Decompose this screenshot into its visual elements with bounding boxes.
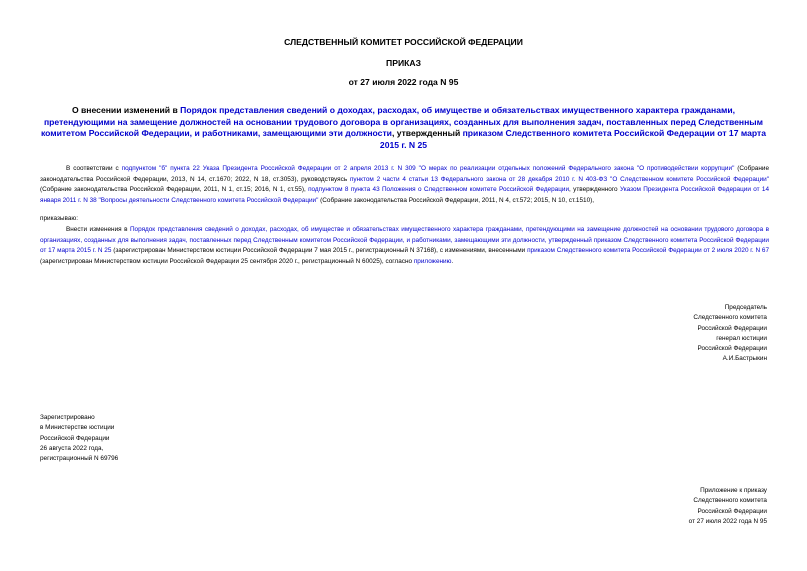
signature-block [693,303,767,365]
link-decree-309[interactable]: подпунктом "б" пункта 22 Указа Президента Российской Федерации от 2 апреля 2013 г. N 309 "О мерах по реализации отдельных положений Федерального закона "О противодействии коррупции" [121,165,735,172]
registration-line: 26 августа 2022 года, [40,444,104,452]
signature-line: Председатель [724,304,767,311]
appendix-line: Приложение к приказу [700,487,767,494]
preamble-text-4: , утвержденного [569,186,620,193]
title-prefix: О внесении изменений в [71,105,181,115]
title-middle: , утвержденный [391,128,463,138]
signature-name: А.И.Бастрыкин [722,355,767,363]
organization-heading: СЛЕДСТВЕННЫЙ КОМИТЕТ РОССИЙСКОЙ ФЕДЕРАЦИИ [284,37,523,47]
registration-line: Зарегистрировано [40,414,95,421]
appendix-line: Российской Федерации [697,507,767,515]
operative-text-3: (зарегистрирован Министерством юстиции Российской Федерации 25 сентября 2020 г., регистрационный N 60025), согласно [40,257,414,265]
operative-text-2: (зарегистрирован Министерством юстиции Российской Федерации 7 мая 2015 г., регистрационный N 37168), с изменениями, внесенными [111,247,528,254]
document-title [40,105,767,151]
registration-line: Российской Федерации [40,434,110,442]
appendix-header [689,486,767,527]
link-federal-law-403[interactable]: пунктом 2 части 4 статьи 13 Федерального закона от 28 декабря 2010 г. N 403-ФЗ "О Следственном комитете Российской Федерации" [349,175,769,183]
preamble-text-2: (Собрание законодательства Российской Федерации, 2013, N 14, ст.1670; 2022, N 18, ст.3053), руководствуясь [40,165,770,183]
link-decree-38[interactable]: Указом Президента Российской Федерации от 14 января 2011 г. N 38 "Вопросы деятельности Следственного комитета Российской Федерации" [40,186,770,204]
preamble-text-1: В соответствии с [66,165,122,172]
title-link-order[interactable]: приказом Следственного комитета Российской Федерации от 17 марта 2015 г. N 25 [379,128,767,150]
link-procedure[interactable]: Порядок представления сведений о доходах, расходах, об имуществе и обязательствах имущественного характера гражданами, претендующими на замещение должностей на основании трудового договора в организациях, созданных для выполнения задач, поставленных перед Следственным комитетом Российской Федерации, и работниками, замещающими эти должности, утвержденный приказом Следственного комитета Российской Федерации от 17 марта 2015 г. N 25 [40,226,769,254]
appendix-line: Следственного комитета [693,497,767,505]
document-date-number: от 27 июля 2022 года N 95 [348,77,459,87]
signature-line: Российской Федерации [697,345,767,353]
link-order-67[interactable]: приказом Следственного комитета Российской Федерации от 2 июля 2020 г. N 67 [527,247,769,254]
signature-line: Российской Федерации [697,324,767,332]
title-link-procedure[interactable]: Порядок представления сведений о доходах, расходах, об имуществе и обязательствах имущественного характера гражданами, претендующими на замещение должностей на основании трудового договора в организациях, созданных для выполнения задач, поставленных перед Следственным комитетом Российской Федерации, и работниками, замещающими эти должности [40,105,763,138]
registration-line: регистрационный N 69796 [40,455,119,463]
registration-line: в Министерстве юстиции [40,424,115,432]
order-word: приказываю: [40,215,78,222]
preamble-text-5: (Собрание законодательства Российской Федерации, 2011, N 4, ст.572; 2015, N 10, ст.1510), [318,196,595,204]
document-type: ПРИКАЗ [386,58,421,68]
signature-line: генерал юстиции [716,334,767,342]
link-appendix[interactable]: приложению [413,257,452,265]
operative-text-4: . [451,257,454,265]
registration-block [40,413,118,464]
preamble-paragraph [40,164,769,206]
operative-paragraph [40,225,769,267]
link-regulation-43[interactable]: подпунктом 8 пункта 43 Положения о Следственном комитете Российской Федерации [308,186,570,193]
signature-line: Следственного комитета [693,314,767,322]
operative-text-1: Внести изменения в [66,226,130,233]
preamble-text-3: (Собрание законодательства Российской Федерации, 2011, N 1, ст.15; 2016, N 1, ст.55), [40,186,309,193]
appendix-line: от 27 июля 2022 года N 95 [688,517,767,525]
